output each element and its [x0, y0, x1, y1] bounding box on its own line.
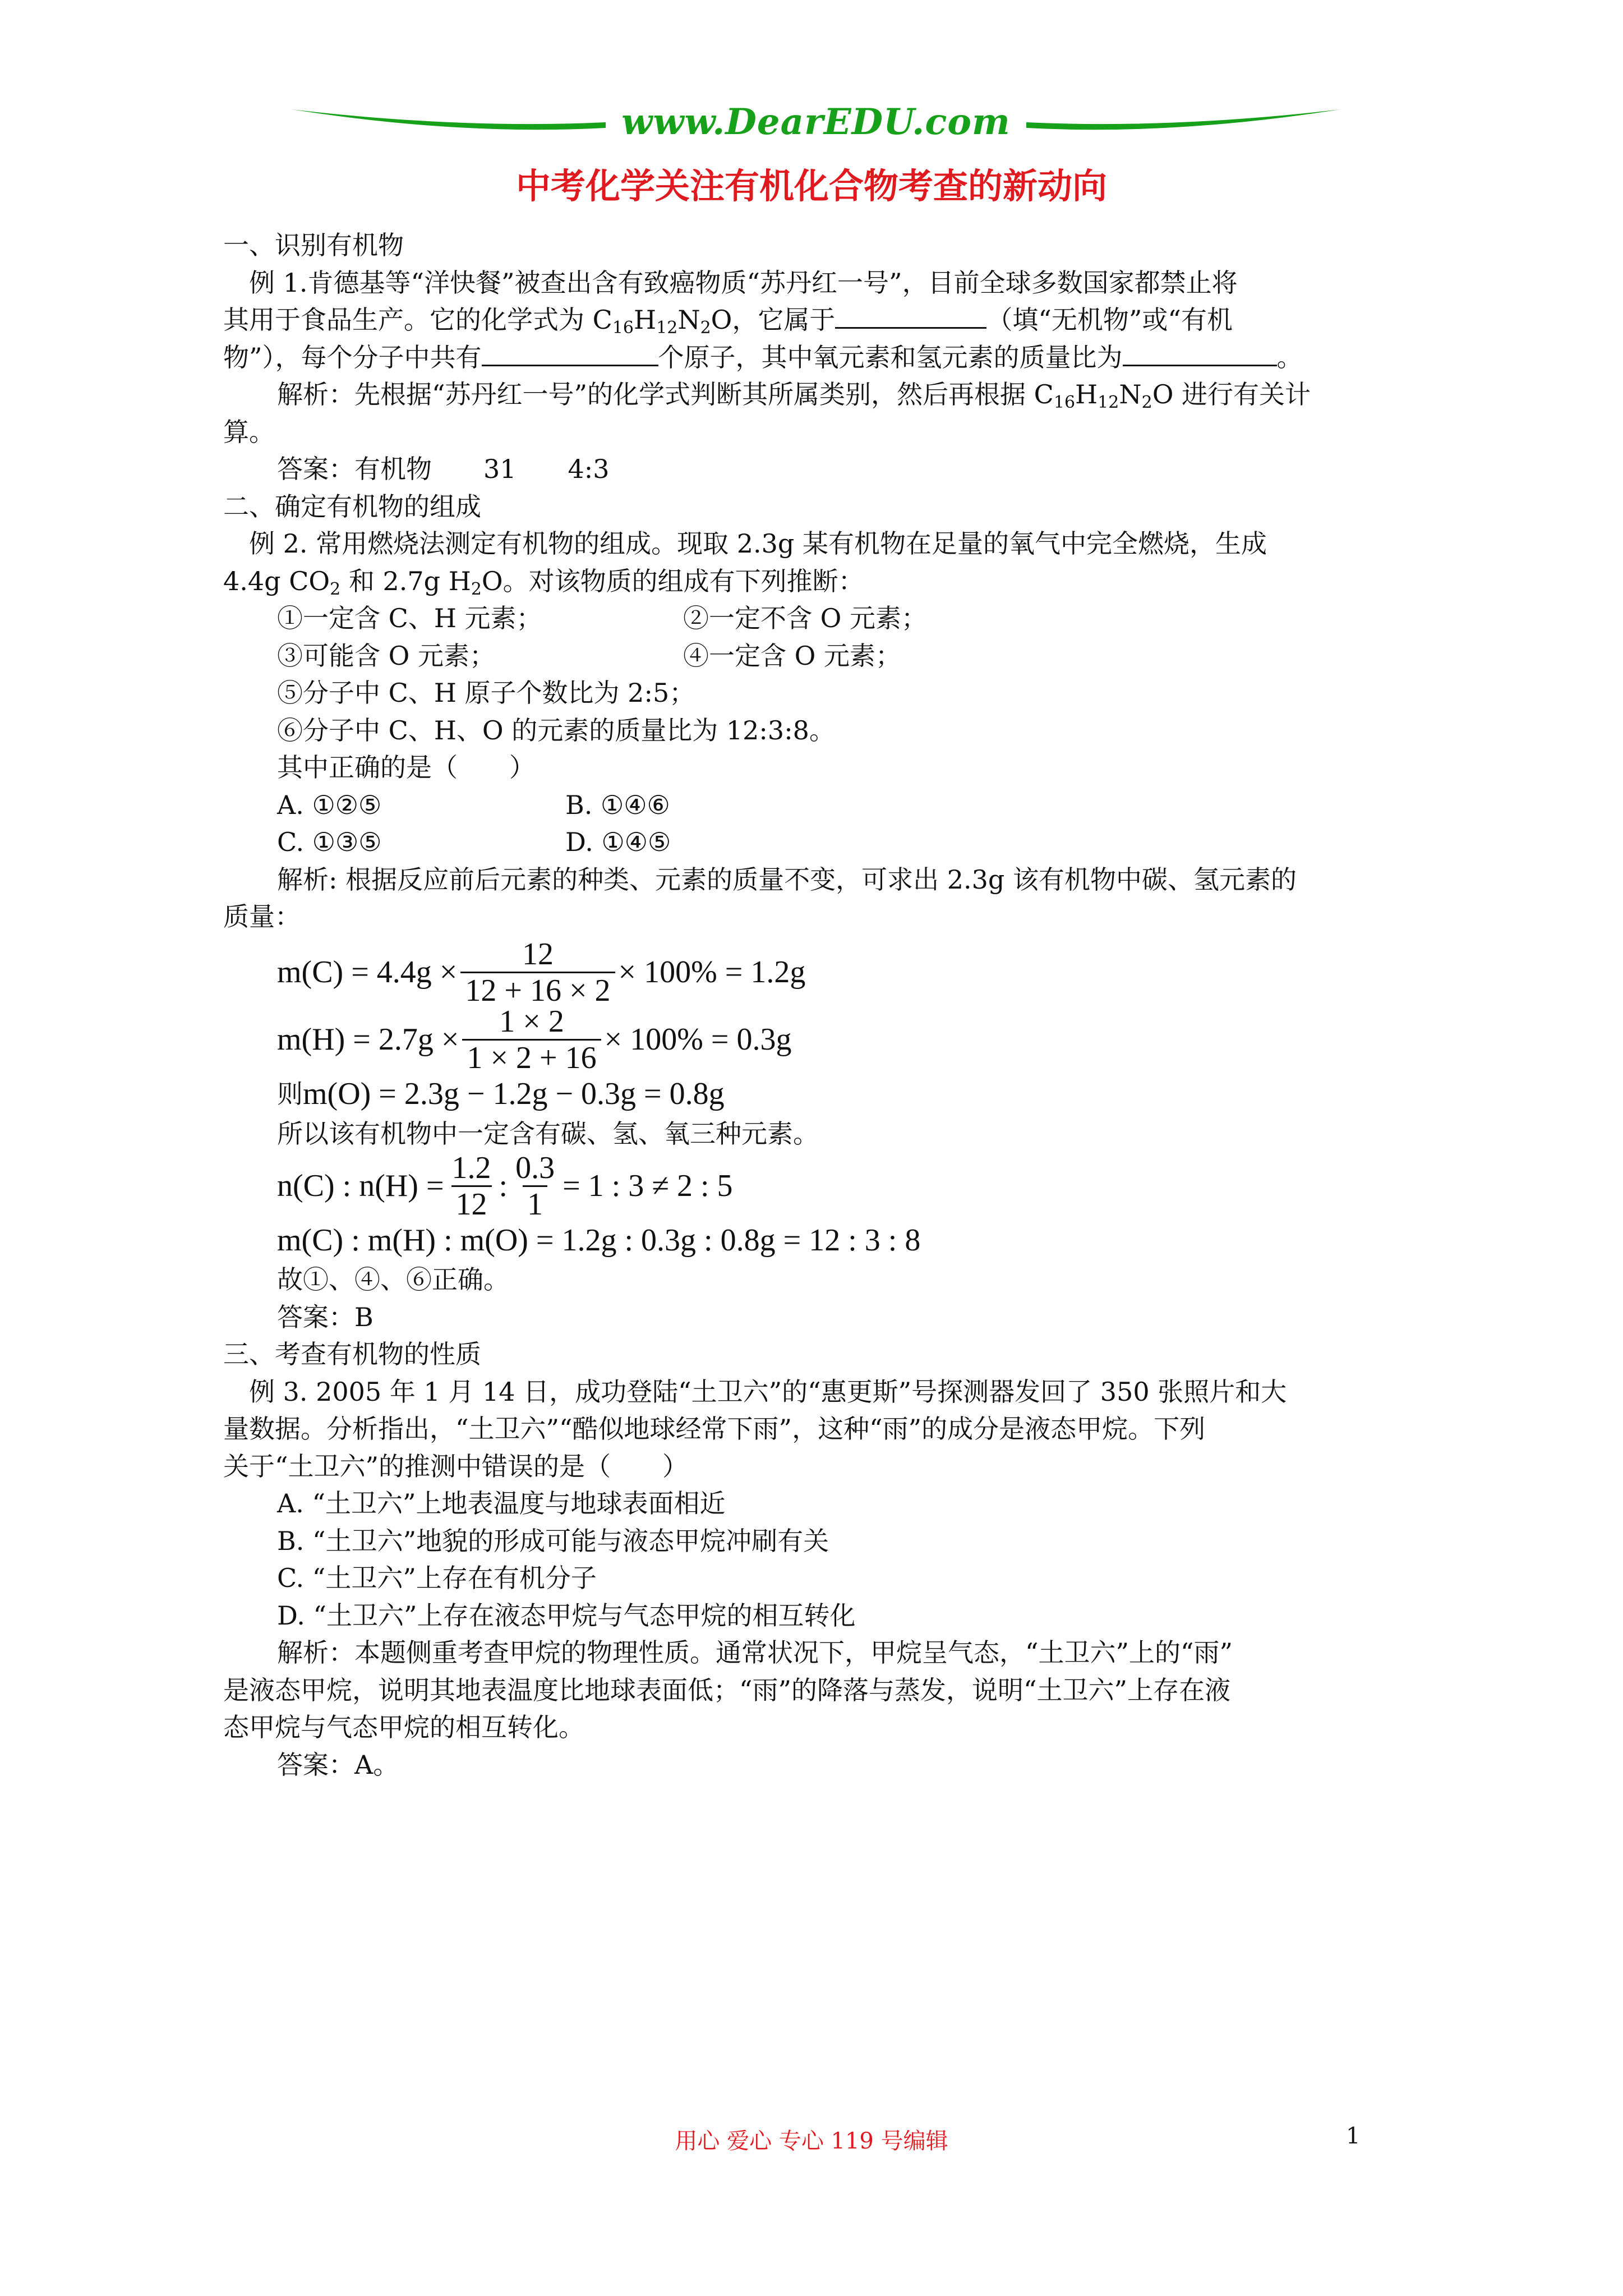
example-3-analysis-cont: 态甲烷与气态甲烷的相互转化。: [223, 1712, 584, 1742]
equation-mass-ratio: m(C) : m(H) : m(O) = 1.2g : 0.3g : 0.8g = 12 : 3 : 8: [277, 1222, 921, 1258]
fraction: $\frac{1 \times 2}{1 \times 2 + 16}$: [462, 1005, 601, 1074]
choice-d: D. “土卫六”上存在液态甲烷与气态甲烷的相互转化: [277, 1600, 856, 1631]
answer-blank-2: [482, 340, 658, 366]
choice-row: A. ①②⑤ B. ①④⑥: [277, 789, 670, 820]
example-2-analysis: 解析: 根据反应前后元素的种类、元素的质量不变，可求出 2.3g 该有机物中碳、氢元素的: [277, 864, 1297, 895]
example-3-answer: 答案：A。: [277, 1749, 399, 1780]
example-3-line-2: 量数据。分析指出，“土卫六”“酷似地球经常下雨”，这种“雨”的成分是液态甲烷。下列: [223, 1414, 1206, 1444]
example-2-answer: 答案：B: [277, 1301, 374, 1332]
example-1-analysis: 解析：先根据“苏丹红一号”的化学式判断其所属类别，然后再根据 $C_{16}H_{12}N_2O$ 进行有关计: [277, 379, 1311, 412]
example-1-analysis-cont: 算。: [223, 416, 275, 447]
equation-mass-hydrogen: m(H) = 2.7g × $\frac{1 \times 2}{1 \times 2 + 16}$ × 100% = 0.3g: [277, 1004, 792, 1075]
document-body: [223, 227, 1401, 1783]
fraction: $\frac{0.3}{1}$: [515, 1150, 555, 1222]
fraction: $\frac{1.2}{12}$: [451, 1150, 491, 1222]
answer-blank-3: [1123, 340, 1277, 366]
example-1-line-1: 例 1.肯德基等“洋快餐”被查出含有致癌物质“苏丹红一号”，目前全球多数国家都禁止将: [249, 267, 1238, 298]
choice-row: C. ①③⑤ D. ①④⑤: [277, 827, 671, 857]
example-2-line-2: 4.4g $CO_2$ 和 2.7g $H_2O$。对该物质的组成有下列推断：: [223, 565, 864, 599]
choice-a: A. “土卫六”上地表温度与地球表面相近: [277, 1488, 726, 1519]
answer-blank-1: [835, 302, 986, 329]
equation-atom-ratio: n(C) : n(H) = $\frac{1.2}{12}$ : $\frac{0.3}{1}$ = 1 : 3 ≠ 2 : 5: [277, 1150, 733, 1222]
question-prompt: 其中正确的是（ ）: [277, 752, 535, 783]
fraction: $\frac{12}{12 + 16 \times 2}$: [460, 938, 615, 1007]
section-heading: 二、确定有机物的组成: [223, 491, 481, 522]
page-footer: 用心 爱心 专心 119 号编辑: [675, 2128, 948, 2154]
page-number: 1: [1346, 2123, 1361, 2149]
example-1-line-2: 其用于食品生产。它的化学式为 $C_{16}H_{12}N_2O$，它属于 （填“无机物”或“有机: [223, 301, 1401, 339]
conclusion-elements: 所以该有机物中一定含有碳、氢、氧三种元素。: [277, 1118, 819, 1149]
example-2-analysis-cont: 质量：: [223, 901, 301, 932]
example-2-line-1: 例 2. 常用燃烧法测定有机物的组成。现取 2.3g 某有机物在足量的氧气中完全燃烧，生成: [249, 528, 1267, 559]
example-3-analysis-cont: 是液态甲烷，说明其地表温度比地球表面低；“雨”的降落与蒸发，说明“土卫六”上存在液: [223, 1674, 1231, 1705]
example-3-line-1: 例 3. 2005 年 1 月 14 日，成功登陆“土卫六”的“惠更斯”号探测器发回了 350 张照片和大: [249, 1376, 1287, 1407]
choice-b: B. “土卫六”地貌的形成可能与液态甲烷冲刷有关: [277, 1525, 829, 1556]
example-1-line-3: 物”），每个分子中共有 个原子，其中氧元素和氢元素的质量比为 。: [223, 339, 1401, 376]
option-6: ⑥分子中 C、H、O 的元素的质量比为 12:3:8。: [277, 715, 835, 746]
section-heading: 一、识别有机物: [223, 230, 404, 260]
example-1-answer: 答案：有机物 31 4:3: [277, 454, 610, 484]
section-heading: 三、考查有机物的性质: [223, 1339, 481, 1369]
equation-mass-oxygen: 则 m(O) = 2.3g − 1.2g − 0.3g = 0.8g: [277, 1076, 725, 1112]
equation-mass-carbon: m(C) = 4.4g × $\frac{12}{12 + 16 \times 2}$ × 100% = 1.2g: [277, 937, 806, 1008]
example-3-line-3: 关于“土卫六”的推测中错误的是（ ）: [223, 1451, 689, 1481]
example-3-analysis: 解析：本题侧重考查甲烷的物理性质。通常状况下，甲烷呈气态，“土卫六”上的“雨”: [277, 1637, 1233, 1668]
option-5: ⑤分子中 C、H 原子个数比为 2:5；: [277, 678, 695, 708]
option-row: ③可能含 O 元素； ④一定含 O 元素；: [277, 640, 901, 671]
banner-text: www.DearEDU.com: [621, 101, 1011, 143]
page-title: 中考化学关注有机化合物考查的新动向: [515, 165, 1107, 206]
site-banner: [292, 95, 1340, 163]
conclusion-correct: 故①、④、⑥正确。: [277, 1264, 509, 1295]
option-row: ①一定含 C、H 元素； ②一定不含 O 元素；: [277, 603, 927, 633]
choice-c: C. “土卫六”上存在有机分子: [277, 1563, 597, 1593]
